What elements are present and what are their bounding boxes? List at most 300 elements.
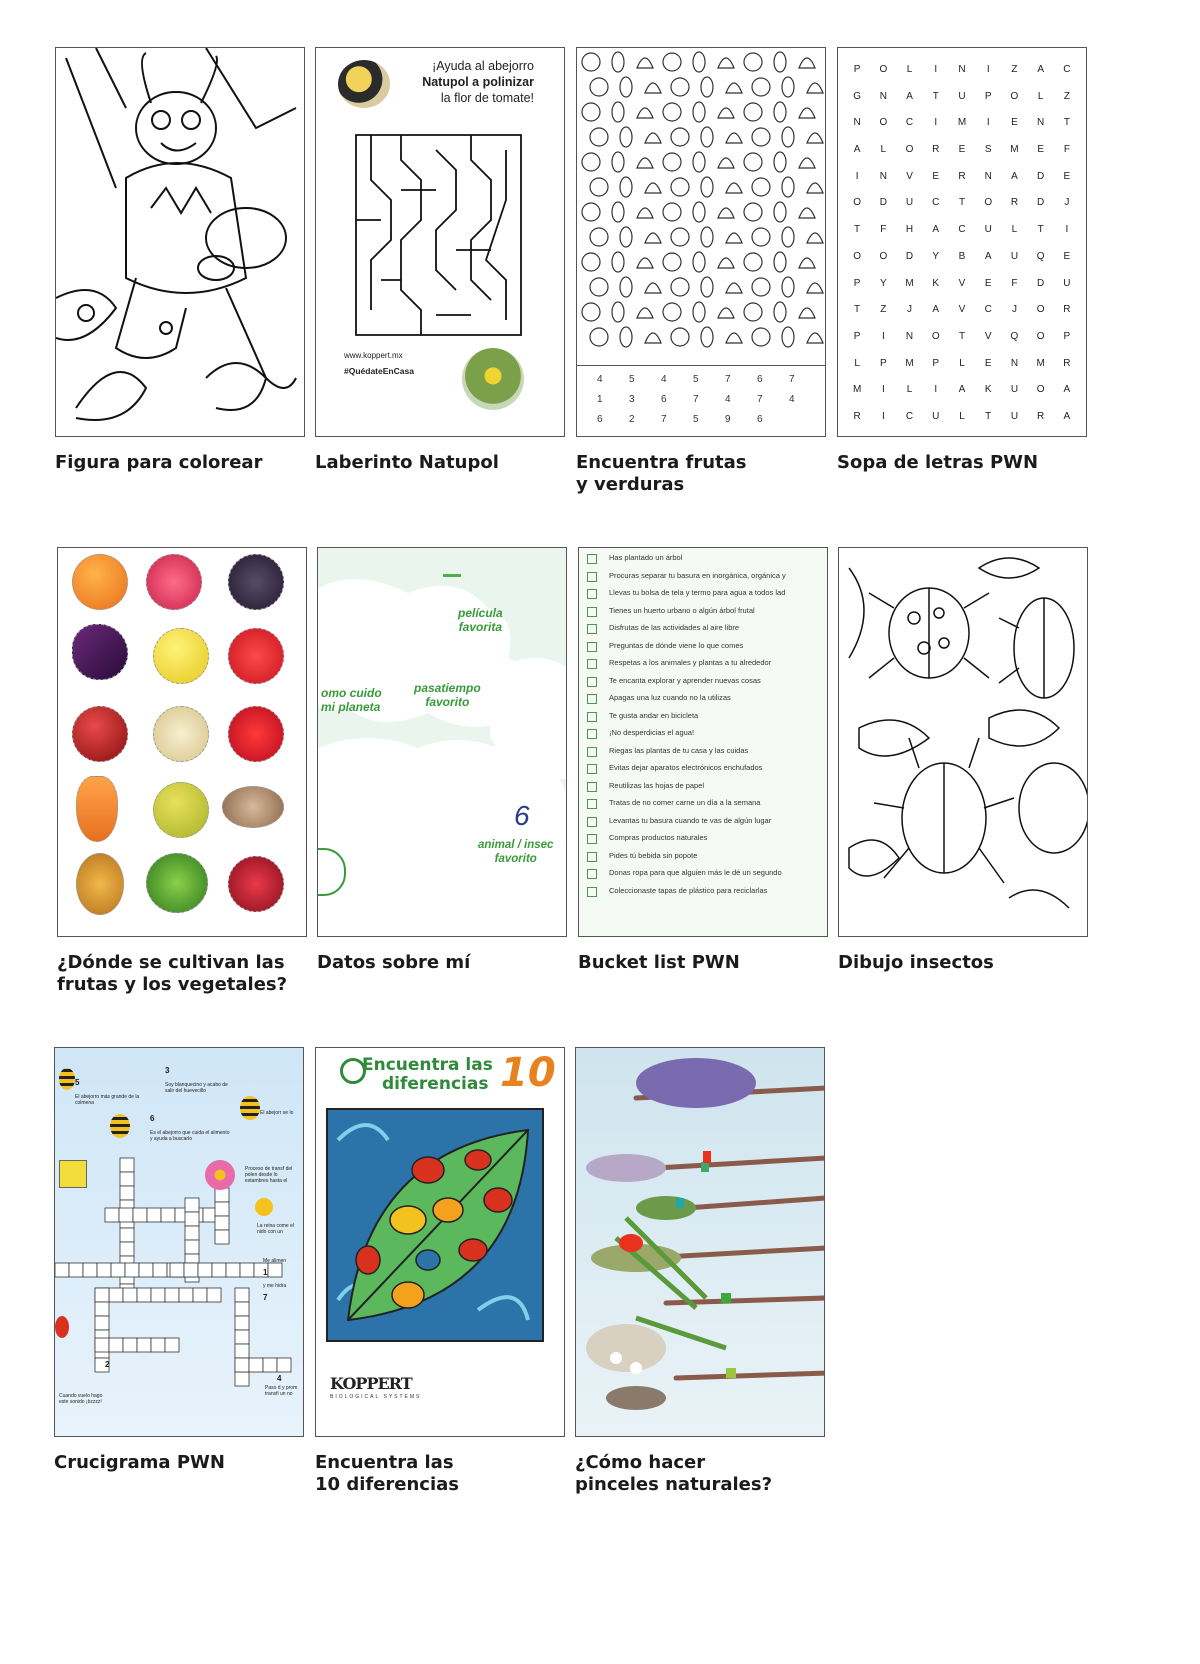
wordsearch-letter: P (853, 63, 861, 75)
wordsearch-letter: U (1010, 250, 1019, 262)
wordsearch-letter: M (957, 117, 967, 129)
wordsearch-letter: L (906, 384, 913, 396)
fruit-outline-icon (590, 228, 608, 246)
wordsearch-letter: E (1063, 170, 1071, 182)
fruit-outline-icon (590, 278, 608, 296)
clue-number: 6 (150, 1114, 155, 1123)
fruit-count: 5 (629, 374, 635, 385)
wordsearch-letter: G (853, 90, 861, 102)
crossword-cell (185, 1240, 199, 1254)
thumbnail-insects-drawing[interactable] (838, 547, 1088, 937)
crossword-cell (120, 1172, 134, 1186)
bucket-list-item (609, 728, 694, 737)
crossword-cell (109, 1338, 123, 1352)
clue-text: y me hidra (263, 1283, 287, 1289)
wordsearch-letter: R (932, 143, 940, 155)
fruit-outline-icon (752, 328, 770, 346)
crossword-cell (161, 1208, 175, 1222)
favorite-animal-label: animal / insec favorito (478, 839, 554, 865)
fruit-outline-icon (744, 303, 762, 321)
bucket-list-item (609, 641, 743, 650)
wordsearch-letter: I (934, 63, 938, 75)
crossword-cell (120, 1158, 134, 1172)
wordsearch-letter: N (879, 170, 887, 182)
fruit-outline-icon (799, 108, 815, 118)
wordsearch-letter: E (984, 277, 992, 289)
wordsearch-letter: P (1063, 330, 1071, 342)
bucket-list-item (609, 571, 786, 580)
bee-icon (240, 1096, 260, 1120)
fruit-count: 5 (693, 374, 699, 385)
thumbnail-find-fruits[interactable] (576, 47, 826, 437)
wordsearch-letter: U (984, 224, 992, 236)
crossword-cell (215, 1230, 229, 1244)
wordsearch-letter: I (934, 384, 938, 396)
fruit-outline-icon (645, 233, 661, 243)
fruit-outline-icon (612, 152, 624, 172)
crossword-cell (151, 1338, 165, 1352)
fruit-count: 4 (789, 394, 795, 405)
clue-text: Me alimen (263, 1258, 287, 1264)
fruit-outline-icon (582, 153, 600, 171)
wordsearch-letter: V (906, 170, 913, 182)
crossword-cell (193, 1288, 207, 1302)
fruit-outline-icon (590, 128, 608, 146)
clue-number: 5 (75, 1078, 80, 1087)
wordsearch-letter: O (931, 330, 940, 342)
clue-text: Paso d y prom transfi un no (265, 1385, 298, 1397)
crossword-cell (235, 1316, 249, 1330)
wordsearch-letter: I (881, 384, 885, 396)
wordsearch-letter: L (906, 63, 913, 75)
crossword-cell (83, 1263, 97, 1277)
wordsearch-letter: T (958, 330, 966, 342)
fruit-outline-icon (726, 133, 742, 143)
card-caption: Encuentra las 10 diferencias (315, 1452, 460, 1495)
wordsearch-letter: N (905, 330, 914, 342)
wordsearch-letter: F (880, 224, 887, 236)
pomegranate-sticker (228, 856, 284, 912)
wordsearch-letter: L (854, 357, 860, 369)
checkbox-icon (587, 642, 597, 652)
wordsearch-letter: E (984, 357, 992, 369)
wordsearch-letter: L (1011, 224, 1018, 236)
bucket-list-item (609, 553, 682, 562)
wordsearch-letter: I (934, 117, 938, 129)
wordsearch-letter: T (854, 304, 861, 316)
checkbox-icon (587, 729, 597, 739)
bucket-list-item-label: Riegas las plantas de tu casa y las cuidas (609, 745, 749, 755)
fruit-outline-icon (744, 153, 762, 171)
wordsearch-letter: T (1063, 117, 1070, 129)
wordsearch-letter: I (986, 117, 990, 129)
wordsearch-letter: C (905, 411, 914, 423)
checkbox-icon (587, 817, 597, 827)
koppert-tagline: BIOLOGICAL SYSTEMS (330, 1394, 422, 1400)
checkbox-icon (587, 799, 597, 809)
thumbnail-spot-differences[interactable] (315, 1047, 565, 1437)
thumbnail-maze[interactable] (315, 47, 565, 437)
fruit-outline-icon (671, 328, 689, 346)
thumbnail-crossword[interactable] (54, 1047, 304, 1437)
bucket-list-item-label: ¡No desperdicias el agua! (609, 728, 695, 737)
wordsearch-letter: P (932, 357, 940, 369)
crossword-cell (120, 1186, 134, 1200)
fruit-count: 6 (661, 394, 667, 405)
wordsearch-letter: E (1011, 117, 1018, 129)
fruit-outline-icon (645, 83, 661, 93)
maze-url: www.koppert.mx (344, 351, 403, 360)
blackberry-sticker (228, 554, 284, 610)
crossword-cell (137, 1338, 151, 1352)
card-caption: ¿Dónde se cultivan las frutas y los vegetales? (57, 952, 288, 995)
fruit-outline-icon (590, 328, 608, 346)
wordsearch-letter: L (959, 411, 965, 423)
crossword-cell (215, 1216, 229, 1230)
flower-icon (205, 1160, 235, 1190)
bucket-list-item-label: Te encanta explorar y aprender nuevas cosas (609, 675, 761, 685)
bucket-list-item-label: Preguntas de dónde viene lo que comes (609, 640, 744, 650)
fruit-outline-icon (693, 152, 705, 172)
clue-number: 7 (263, 1293, 268, 1302)
wordsearch-letter: A (984, 250, 992, 262)
wordsearch-letter: T (985, 411, 992, 423)
fruit-outline-icon (726, 83, 742, 93)
checkbox-icon (587, 869, 597, 879)
checkbox-icon (587, 834, 597, 844)
fruit-outline-icon (718, 208, 734, 218)
crossword-cell (198, 1263, 212, 1277)
thumbnail-fruit-stickers[interactable] (57, 547, 307, 937)
wordsearch-letter: P (984, 90, 992, 102)
wordsearch-letter: E (958, 143, 966, 155)
clue-text: Cuando vuelo hago este sonido ¡bzzzz! (59, 1393, 103, 1405)
fruit-outline-icon (663, 203, 681, 221)
checkbox-icon (587, 712, 597, 722)
bucket-list-item (609, 781, 704, 790)
onion-sticker (153, 706, 209, 762)
fruit-outline-icon (752, 78, 770, 96)
bucket-list-item (609, 798, 760, 807)
wordsearch-letter: Y (879, 277, 887, 289)
favorite-movie-label: película favorita (458, 606, 503, 634)
fruit-outline-icon (774, 102, 786, 122)
fruit-outline-icon (590, 78, 608, 96)
box-icon (59, 1160, 87, 1188)
card-caption: ¿Cómo hacer pinceles naturales? (575, 1452, 773, 1495)
wordsearch-letter: C (932, 197, 940, 209)
fruit-outline-icon (620, 277, 632, 297)
card-caption: Crucigrama PWN (54, 1452, 225, 1473)
coloring-figure-illustration (56, 48, 305, 437)
crossword-cell (133, 1208, 147, 1222)
fruit-outline-icon (582, 253, 600, 271)
maze-title: ¡Ayuda al abejorro Natupol a polinizar la flor de tomate! (422, 59, 534, 105)
crossword-cell (111, 1263, 125, 1277)
checkbox-icon (587, 624, 597, 634)
fruit-outline-icon (671, 178, 689, 196)
bee-icon (59, 1068, 75, 1090)
wordsearch-letter: T (1037, 224, 1044, 236)
wordsearch-letter: U (905, 197, 914, 209)
bucket-list-item (609, 588, 785, 597)
clue-number: 3 (165, 1066, 170, 1075)
fruit-outline-icon (612, 202, 624, 222)
fruit-outline-icon (799, 308, 815, 318)
wordsearch-letter: O (853, 197, 861, 209)
fruit-outline-icon (663, 53, 681, 71)
wordsearch-letter: D (1037, 170, 1045, 182)
tomato-icon (55, 1316, 69, 1338)
pineapple-sticker (76, 853, 124, 915)
crossword-cell (95, 1302, 109, 1316)
checkbox-icon (587, 659, 597, 669)
crossword-cell (97, 1263, 111, 1277)
fruit-outline-icon (637, 208, 653, 218)
fruit-outline-icon (744, 53, 762, 71)
wordsearch-letter: Q (1036, 250, 1045, 262)
crossword-cell (212, 1263, 226, 1277)
thumbnail-wordsearch[interactable] (837, 47, 1087, 437)
fruit-outline-icon (807, 83, 823, 93)
fruit-outline-icon (726, 233, 742, 243)
fruit-count: 1 (597, 394, 603, 405)
fruit-outline-icon (701, 127, 713, 147)
fruit-outline-icon (752, 228, 770, 246)
thumbnail-coloring-figure[interactable] (55, 47, 305, 437)
fruit-outline-icon (693, 52, 705, 72)
wordsearch-letter: F (1011, 277, 1018, 289)
bucket-list-item-label: Levantas tu basura cuando te vas de algún lugar (609, 815, 772, 825)
wordsearch-letter: D (1037, 197, 1045, 209)
fruit-count: 5 (693, 414, 699, 425)
wordsearch-letter: D (905, 250, 914, 262)
clue-text: La reina come el nido con un (257, 1223, 294, 1235)
clue-text: Es el abejorro que cuida el alimento y ayuda a buscarlo (150, 1130, 230, 1142)
bucket-list-item (609, 833, 707, 842)
bucket-list-item (609, 676, 761, 685)
bucket-list-item-label: Disfrutas de las actividades al aire libre (609, 623, 740, 632)
card-caption: Figura para colorear (55, 452, 263, 473)
crossword-cell (185, 1226, 199, 1240)
fruit-outline-icon (637, 158, 653, 168)
bucket-list-item (609, 816, 771, 825)
bucket-list-item (609, 711, 698, 720)
wordsearch-letter: U (1063, 277, 1071, 289)
fruit-outline-icon (799, 258, 815, 268)
fruit-outline-icon (645, 333, 661, 343)
cherry-sticker (228, 706, 284, 762)
crossword-cell (151, 1288, 165, 1302)
bucket-list-item (609, 763, 762, 772)
fruit-outline-icon (752, 278, 770, 296)
wordsearch-letter: K (932, 277, 940, 289)
wordsearch-letter: O (853, 250, 861, 262)
fruit-outline-icon (774, 302, 786, 322)
fruit-outline-icon (807, 283, 823, 293)
crossword-cell (184, 1263, 198, 1277)
crossword-cell (235, 1358, 249, 1372)
fruit-outline-icon (718, 308, 734, 318)
wordsearch-letter: T (932, 90, 939, 102)
wordsearch-letter: Z (880, 304, 887, 316)
wordsearch-letter: U (1010, 384, 1019, 396)
wordsearch-letter: V (984, 330, 992, 342)
fruit-outline-icon (582, 303, 600, 321)
fruit-outline-icon (645, 133, 661, 143)
crossword-cell (109, 1288, 123, 1302)
fruit-outline-icon (807, 333, 823, 343)
wordsearch-letter: C (958, 224, 966, 236)
crossword-cell (153, 1263, 167, 1277)
wordsearch-letter: O (1036, 304, 1045, 316)
bucket-list-item-label: Procuras separar tu basura en inorgánica, orgánica y (609, 570, 786, 580)
fruit-outline-icon (726, 283, 742, 293)
wordsearch-letter: R (853, 411, 861, 423)
strawberry-sticker (228, 628, 284, 684)
fruit-outline-icon (726, 333, 742, 343)
wordsearch-letter: N (984, 170, 992, 182)
fruit-outline-icon (744, 103, 762, 121)
bucket-list-item (609, 746, 748, 755)
favorite-hobby-label: pasatiempo favorito (414, 681, 481, 709)
checkbox-icon (587, 572, 597, 582)
crossword-cell (240, 1263, 254, 1277)
fruit-outline-icon (663, 103, 681, 121)
wordsearch-letter: I (986, 63, 990, 75)
wordsearch-letter: L (959, 357, 965, 369)
wordsearch-letter: M (905, 357, 914, 369)
wordsearch-letter: O (1036, 384, 1045, 396)
wordsearch-letter: U (932, 411, 940, 423)
fruit-outline-icon (718, 108, 734, 118)
wordsearch-letter: O (879, 117, 888, 129)
crossword-cell (179, 1288, 193, 1302)
crossword-cell (263, 1358, 277, 1372)
thumbnail-bucket-list[interactable] (578, 547, 828, 937)
bucket-list-item (609, 658, 771, 667)
crossword-cell (165, 1338, 179, 1352)
fruit-outline-icon (744, 253, 762, 271)
wordsearch-letter: Q (1010, 330, 1019, 342)
wordsearch-letter: E (1063, 250, 1071, 262)
wordsearch-letter: H (905, 224, 914, 236)
crossword-cell (215, 1188, 229, 1202)
fruit-outline-icon (645, 183, 661, 193)
crossword-cell (277, 1358, 291, 1372)
lemon-sticker (153, 628, 209, 684)
wordsearch-letter: N (958, 63, 966, 75)
differences-title: Encuentra las diferencias (362, 1055, 493, 1094)
fruit-count: 9 (725, 414, 731, 425)
fruit-outline-icon (612, 102, 624, 122)
fruit-outline-icon (726, 183, 742, 193)
fruit-count: 7 (725, 374, 731, 385)
wordsearch-letter: A (1011, 170, 1018, 182)
fruit-outline-icon (807, 233, 823, 243)
care-planet-label: omo cuido mi planeta (321, 686, 382, 714)
brushes-photo-illustration (576, 1048, 825, 1437)
fruit-outline-icon (693, 202, 705, 222)
crossword-cell (235, 1288, 249, 1302)
bucket-list-item-label: Llevas tu bolsa de tela y termo para agua a todos lad (609, 588, 786, 597)
fruit-outline-icon (671, 278, 689, 296)
fruit-outline-icon (671, 228, 689, 246)
differences-number: 10 (500, 1050, 556, 1096)
crossword-cell (185, 1198, 199, 1212)
crossword-cell (268, 1263, 282, 1277)
crossword-cell (185, 1212, 199, 1226)
fruit-outline-icon (612, 302, 624, 322)
checkbox-icon (587, 677, 597, 687)
bucket-list-item-label: Respetas a los animales y plantas a tu alrededor (609, 658, 772, 667)
checkbox-icon (587, 747, 597, 757)
fruit-outline-icon (701, 227, 713, 247)
koppert-logo: KOPPERT (330, 1374, 412, 1393)
card-caption: Laberinto Natupol (315, 452, 499, 473)
card-caption: Bucket list PWN (578, 952, 740, 973)
wordsearch-letter: C (984, 304, 992, 316)
fruit-count: 4 (725, 394, 731, 405)
fruit-outline-icon (671, 78, 689, 96)
clue-number: 1 (263, 1268, 268, 1277)
wordsearch-letter: O (1036, 330, 1045, 342)
wordsearch-letter: Y (932, 250, 940, 262)
ladybugs-leaf-illustration (326, 1108, 544, 1342)
wordsearch-letter: O (984, 197, 993, 209)
fruit-outline-icon (620, 177, 632, 197)
fruit-outline-icon (799, 158, 815, 168)
crossword-cell (123, 1288, 137, 1302)
wordsearch-letter: T (958, 197, 966, 209)
fruit-count: 7 (661, 414, 667, 425)
wordsearch-letter: L (1037, 90, 1044, 102)
fruit-outline-icon (744, 203, 762, 221)
checkbox-icon (587, 554, 597, 564)
crossword-cell (105, 1208, 119, 1222)
wordsearch-letter: R (1063, 357, 1071, 369)
wordsearch-letter: C (1063, 63, 1071, 75)
apple-sticker (72, 706, 128, 762)
fruit-outline-icon (701, 177, 713, 197)
wordsearch-letter: A (906, 90, 913, 102)
mushroom-sticker (222, 786, 284, 828)
wordsearch-letter: O (905, 143, 914, 155)
wordsearch-letter: R (958, 170, 966, 182)
crossword-cell (55, 1263, 69, 1277)
wordsearch-letter: L (880, 143, 887, 155)
wordsearch-letter: S (984, 143, 992, 155)
wordsearch-letter: R (1010, 197, 1019, 209)
bucket-list-item-label: Pides tú bebida sin popote (609, 850, 698, 860)
fruit-outline-icon (663, 253, 681, 271)
thumbnail-natural-brushes-photo[interactable] (575, 1047, 825, 1437)
fruit-outline-icon (582, 203, 600, 221)
crossword-cell (120, 1242, 134, 1256)
bucket-list-item-label: Tratas de no comer carne un día a la semana (609, 798, 761, 807)
wordsearch-letter: I (881, 330, 885, 342)
checkbox-icon (587, 589, 597, 599)
checkbox-icon (587, 887, 597, 897)
wordsearch-letter: J (1064, 197, 1070, 209)
bucket-list-item (609, 623, 739, 632)
wordsearch-letter: R (1037, 411, 1045, 423)
fruit-count: 2 (629, 414, 635, 425)
wordsearch-letter: D (879, 197, 887, 209)
wordsearch-letter: T (854, 224, 861, 236)
fruit-outline-icon (782, 77, 794, 97)
thumbnail-about-me[interactable] (317, 547, 567, 937)
